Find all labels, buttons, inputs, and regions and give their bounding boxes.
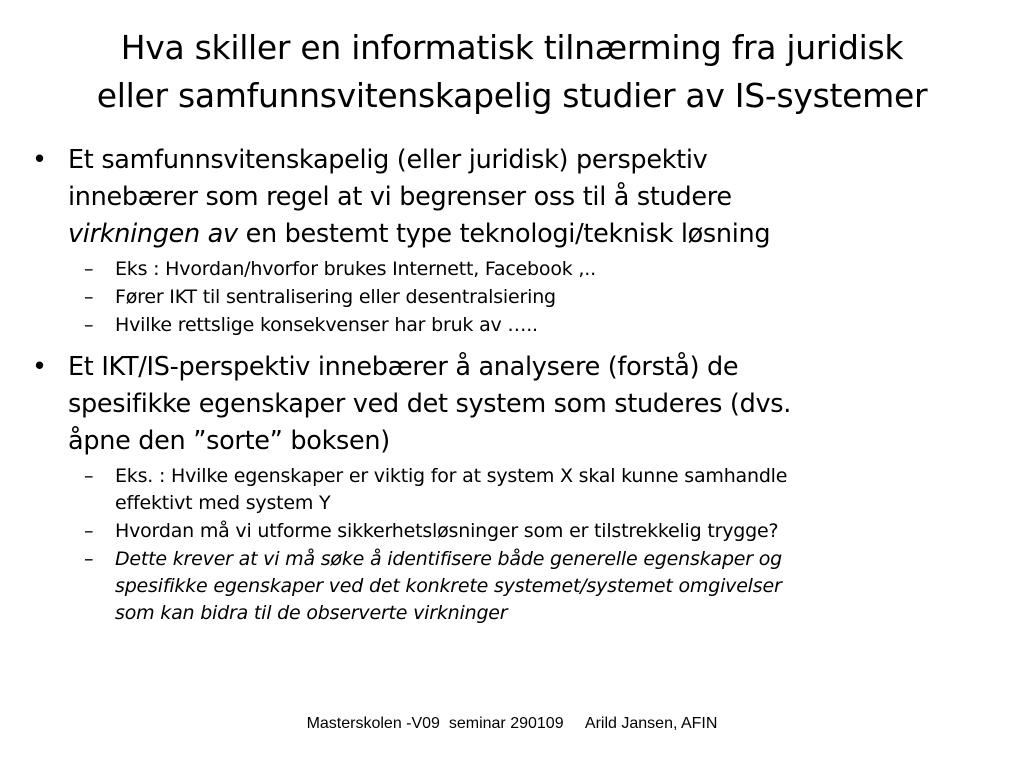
sub-text-line: Fører IKT til sentralisering eller desentralsiering [115,286,556,308]
bullet-item [24,142,1004,253]
sub-item [24,546,1004,627]
sub-text-line: Eks : Hvordan/hvorfor brukes Internett, Facebook ,.. [115,258,596,280]
sub-item [24,284,1004,311]
sub-text-line: som kan bidra til de observerte virkninger [115,602,508,624]
sub-marker: – [84,548,94,570]
bullet-text-line [68,216,1004,253]
sub-text-line: spesifikke egenskaper ved det konkrete systemet/systemet omgivelser [115,575,782,597]
sub-text-line: Hvordan må vi utforme sikkerhetsløsninger som er tilstrekkelig trygge? [115,520,779,542]
bullet-text-line: Et IKT/IS-perspektiv innebærer å analysere (forstå) de [68,352,739,382]
sub-text-line: effektivt med system Y [115,492,331,514]
bullet-item [24,349,1004,460]
sub-item [24,463,1004,517]
sub-item [24,256,1004,283]
bullet-emphasis: virkningen av [68,219,238,249]
sub-item [24,518,1004,545]
sub-marker: – [84,286,94,308]
bullet-text-line: innebærer som regel at vi begrenser oss til å studere [68,182,732,212]
sub-marker: – [84,258,94,280]
bullet-marker: • [32,145,47,175]
sub-marker: – [84,314,94,336]
sub-text-line: Hvilke rettslige konsekvenser har bruk av ….. [115,314,538,336]
bullet-text-line: åpne den ”sorte” boksen) [68,426,390,456]
sub-item [24,312,1004,339]
sub-marker: – [84,520,94,542]
title-line: Hva skiller en informatisk tilnærming fra juridisk [120,28,904,67]
bullet-marker: • [32,352,47,382]
sub-list [24,463,1004,627]
sub-list [24,256,1004,339]
bullet-text: en bestemt type teknologi/teknisk løsning [237,219,771,249]
slide-body [24,142,1004,637]
sub-text-line: Eks. : Hvilke egenskaper er viktig for at system X skal kunne samhandle [115,465,788,487]
slide-footer: Masterskolen -V09 seminar 290109 Arild Jansen, AFIN [306,715,718,732]
slide-title [0,24,1024,120]
sub-text-line: Dette krever at vi må søke å identifisere både generelle egenskaper og [115,548,783,570]
title-line: eller samfunnsvitenskapelig studier av IS-systemer [96,76,928,115]
sub-marker: – [84,465,94,487]
bullet-text-line: spesifikke egenskaper ved det system som studeres (dvs. [68,389,792,419]
bullet-text-line: Et samfunnsvitenskapelig (eller juridisk) perspektiv [68,145,708,175]
